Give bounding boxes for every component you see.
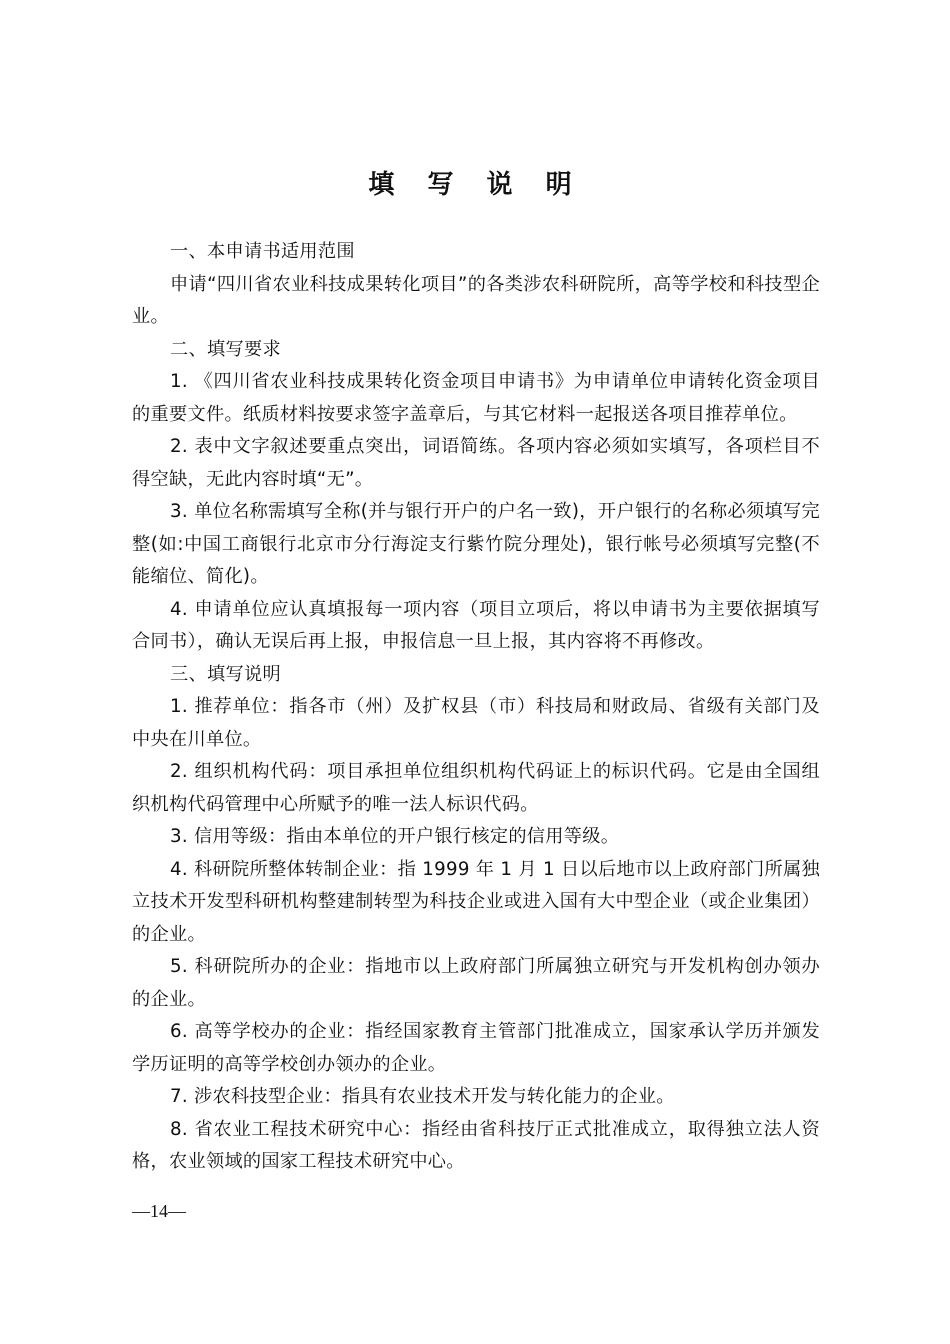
list-item: 6. 高等学校办的企业：指经国家教育主管部门批准成立，国家承认学历并颁发学历证明的高等学校创办领办的企业。 (132, 1021, 820, 1075)
list-item: 2. 组织机构代码：项目承担单位组织机构代码证上的标识代码。它是由全国组织机构代码管理中心所赋予的唯一法人标识代码。 (132, 761, 820, 815)
list-item: 7. 涉农科技型企业：指具有农业技术开发与转化能力的企业。 (170, 1086, 675, 1107)
list-item: 1. 《四川省农业科技成果转化资金项目申请书》为申请单位申请转化资金项目的重要文件。纸质材料按要求签字盖章后，与其它材料一起报送各项目推荐单位。 (132, 371, 820, 425)
list-item: 8. 省农业工程技术研究中心：指经由省科技厅正式批准成立，取得独立法人资格，农业领域的国家工程技术研究中心。 (132, 1118, 820, 1172)
list-item: 4. 科研院所整体转制企业：指 1999 年 1 月 1 日以后地市以上政府部门所属独立技术开发型科研机构整建制转型为科技企业或进入国有大中型企业（或企业集团）的企业。 (132, 858, 820, 945)
document-page (132, 0, 820, 1344)
section-heading-requirements: 二、填写要求 (170, 338, 281, 360)
paragraph: 申请“四川省农业科技成果转化项目”的各类涉农科研院所，高等学校和科技型企业。 (132, 273, 820, 327)
page-title: 填 写 说 明 (368, 170, 584, 200)
section-heading-explanations: 三、填写说明 (170, 663, 281, 685)
list-item: 3. 信用等级：指由本单位的开户银行核定的信用等级。 (170, 826, 620, 847)
list-item: 3. 单位名称需填写全称(并与银行开户的户名一致)，开户银行的名称必须填写完整(如:中国工商银行北京市分行海淀支行紫竹院分理处)，银行帐号必须填写完整(不能缩位、简化)。 (132, 501, 820, 587)
list-item: 1. 推荐单位：指各市（州）及扩权县（市）科技局和财政局、省级有关部门及中央在川单位。 (132, 696, 820, 750)
section-heading-scope: 一、本申请书适用范围 (170, 241, 355, 262)
page-number: —14— (132, 1201, 186, 1221)
list-item: 5. 科研院所办的企业：指地市以上政府部门所属独立研究与开发机构创办领办的企业。 (132, 956, 820, 1010)
instructions-body (132, 236, 820, 1179)
list-item: 2. 表中文字叙述要重点突出，词语简练。各项内容必须如实填写，各项栏目不得空缺，无此内容时填“无”。 (132, 436, 820, 490)
list-item: 4. 申请单位应认真填报每一项内容（项目立项后，将以申请书为主要依据填写合同书），确认无误后再上报，申报信息一旦上报，其内容将不再修改。 (132, 598, 820, 652)
